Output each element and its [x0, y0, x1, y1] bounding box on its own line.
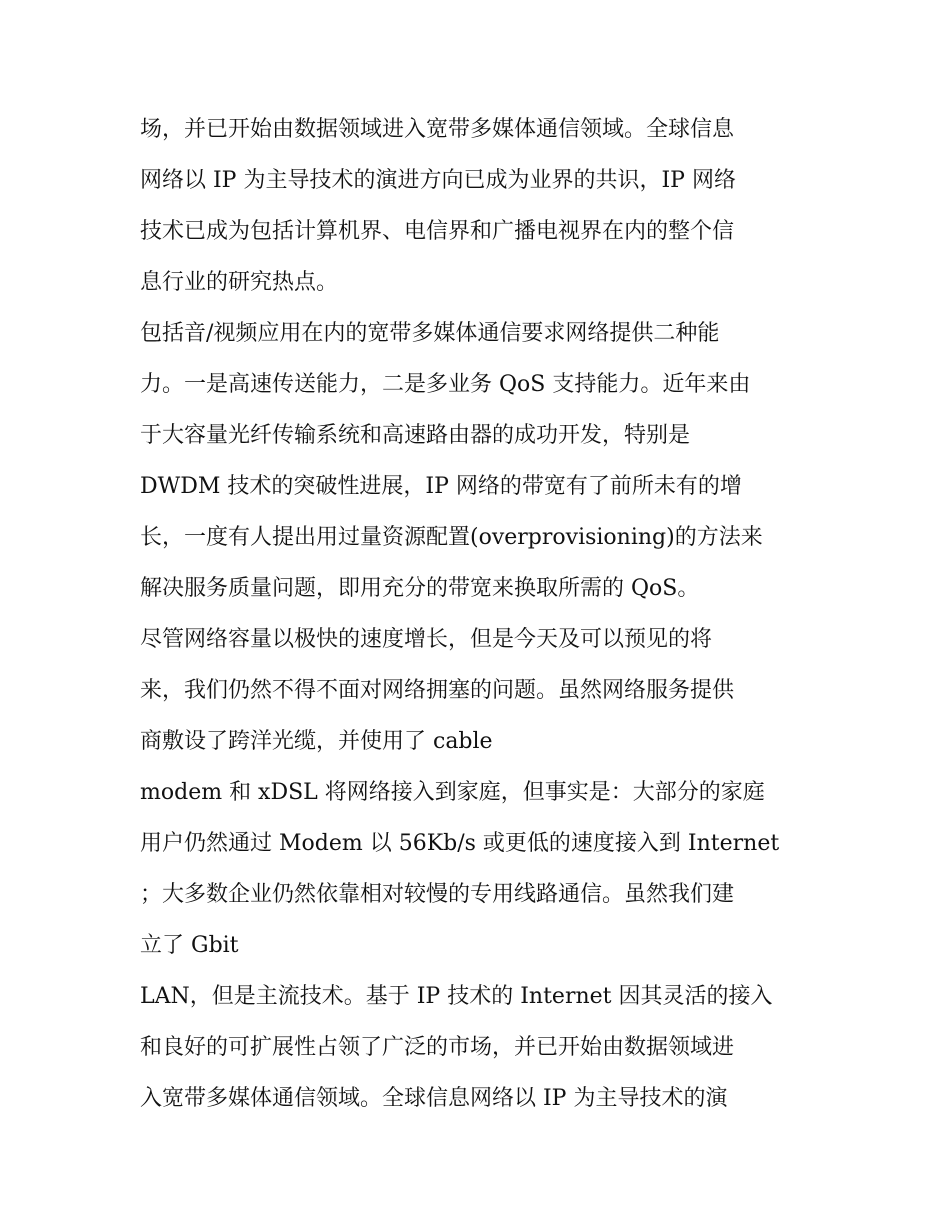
- text-line: 于大容量光纤传输系统和高速路由器的成功开发，特别是: [140, 423, 691, 448]
- text-line: 立了 Gbit: [140, 933, 239, 958]
- text-line: modem 和 xDSL 将网络接入到家庭，但事实是：大部分的家庭: [140, 780, 765, 805]
- text-line: 和良好的可扩展性占领了广泛的市场，并已开始由数据领域进: [140, 1035, 735, 1060]
- text-line: 来，我们仍然不得不面对网络拥塞的问题。虽然网络服务提供: [140, 678, 735, 703]
- text-line: 商敷设了跨洋光缆，并使用了 cable: [140, 729, 493, 754]
- text-line: 力。一是高速传送能力，二是多业务 QoS 支持能力。近年来由: [140, 372, 751, 397]
- body-text: [140, 108, 820, 1128]
- text-line: 包括音/视频应用在内的宽带多媒体通信要求网络提供二种能: [140, 321, 720, 346]
- text-line: 息行业的研究热点。: [140, 270, 339, 295]
- text-line: 解决服务质量问题，即用充分的带宽来换取所需的 QoS。: [140, 576, 700, 601]
- text-line: LAN，但是主流技术。基于 IP 技术的 Internet 因其灵活的接入: [140, 984, 773, 1009]
- text-line: 技术已成为包括计算机界、电信界和广播电视界在内的整个信: [140, 219, 735, 244]
- text-line: 场，并已开始由数据领域进入宽带多媒体通信领域。全球信息: [140, 117, 735, 142]
- text-line: 网络以 IP 为主导技术的演进方向已成为业界的共识，IP 网络: [140, 168, 736, 193]
- text-line: 用户仍然通过 Modem 以 56Kb/s 或更低的速度接入到 Internet: [140, 831, 780, 856]
- text-line: 尽管网络容量以极快的速度增长，但是今天及可以预见的将: [140, 627, 713, 652]
- text-line: ；大多数企业仍然依靠相对较慢的专用线路通信。虽然我们建: [140, 882, 735, 907]
- text-line: 长，一度有人提出用过量资源配置(overprovisioning)的方法来: [140, 525, 763, 550]
- text-line: 入宽带多媒体通信领域。全球信息网络以 IP 为主导技术的演: [140, 1086, 728, 1111]
- text-line: DWDM 技术的突破性进展，IP 网络的带宽有了前所未有的增: [140, 474, 742, 499]
